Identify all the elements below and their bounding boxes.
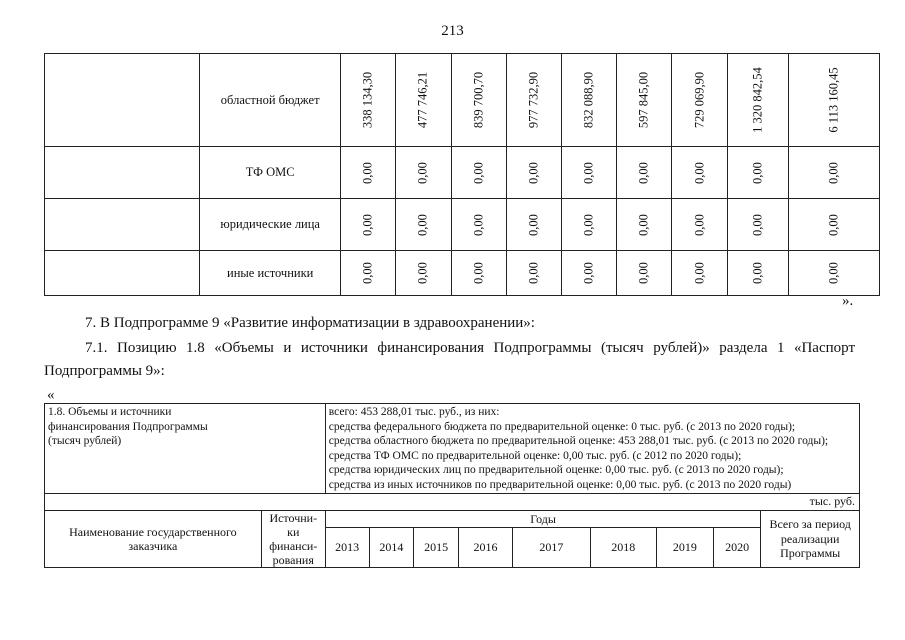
value-text: 0,00 bbox=[826, 213, 841, 236]
value-cell bbox=[506, 54, 561, 147]
value-cell bbox=[727, 251, 789, 296]
value-text: 0,00 bbox=[692, 262, 707, 284]
value-cell bbox=[672, 251, 727, 296]
detail-line: средства ТФ ОМС по предварительной оценке: 0,00 тыс. руб. (с 2012 по 2020 годы); bbox=[328, 449, 742, 462]
customer-header bbox=[45, 511, 262, 568]
value-text: 0,00 bbox=[636, 262, 651, 284]
value-text: 0,00 bbox=[360, 262, 375, 284]
detail-line: всего: 453 288,01 тыс. руб., из них: bbox=[328, 406, 500, 418]
unit-label: тыс. руб. bbox=[45, 494, 860, 511]
value-text: 0,00 bbox=[826, 161, 841, 184]
blank-cell bbox=[45, 147, 200, 199]
value-cell bbox=[506, 251, 561, 296]
value-cell bbox=[672, 199, 727, 251]
year-header: 2017 bbox=[513, 528, 591, 568]
value-cell bbox=[561, 54, 616, 147]
label-line: финансирования Подпрограммы bbox=[48, 420, 208, 433]
source-header-line: рования bbox=[272, 553, 314, 567]
value-cell bbox=[506, 199, 561, 251]
customer-header-line: Наименование государственного bbox=[69, 524, 237, 539]
value-text: 0,00 bbox=[750, 213, 765, 236]
source-header bbox=[261, 511, 325, 568]
value-text: 729 069,90 bbox=[692, 71, 707, 129]
value-text: 0,00 bbox=[750, 161, 765, 184]
value-cell bbox=[561, 199, 616, 251]
value-cell bbox=[396, 251, 451, 296]
passport-label-cell bbox=[45, 404, 326, 494]
value-cell bbox=[451, 251, 506, 296]
blank-cell bbox=[45, 54, 200, 147]
value-cell bbox=[451, 199, 506, 251]
page-number: 213 bbox=[441, 23, 464, 39]
paragraph-7-1-continued: Подпрограммы 9»: bbox=[44, 363, 165, 379]
value-cell bbox=[561, 147, 616, 199]
value-cell bbox=[727, 54, 789, 147]
passport-row bbox=[45, 404, 860, 494]
value-text: 0,00 bbox=[471, 161, 486, 184]
value-cell bbox=[396, 199, 451, 251]
source-cell: областной бюджет bbox=[200, 54, 341, 147]
value-text: 0,00 bbox=[636, 161, 651, 184]
value-cell bbox=[617, 54, 672, 147]
value-cell bbox=[617, 147, 672, 199]
value-text: 0,00 bbox=[581, 161, 596, 184]
value-cell bbox=[789, 251, 880, 296]
table-row bbox=[45, 251, 880, 296]
header-row bbox=[45, 511, 860, 528]
value-cell bbox=[561, 251, 616, 296]
label-line: 1.8. Объемы и источники bbox=[48, 406, 172, 418]
value-text: 0,00 bbox=[415, 213, 430, 236]
funding-table bbox=[44, 53, 880, 296]
value-cell bbox=[617, 251, 672, 296]
source-cell: юридические лица bbox=[200, 199, 341, 251]
value-text: 0,00 bbox=[581, 262, 596, 284]
table-row bbox=[45, 199, 880, 251]
value-cell bbox=[672, 147, 727, 199]
value-text: 839 700,70 bbox=[471, 71, 486, 129]
value-cell bbox=[727, 147, 789, 199]
value-text: 977 732,90 bbox=[526, 71, 541, 129]
value-cell bbox=[789, 54, 880, 147]
year-header: 2016 bbox=[458, 528, 512, 568]
value-text: 832 088,90 bbox=[581, 71, 596, 129]
total-header-line: Программы bbox=[780, 546, 841, 561]
detail-line: средства юридических лиц по предварительной оценке: 0,00 тыс. руб. (с 2013 по 2020 годы); bbox=[328, 464, 784, 476]
total-header-line: реализации bbox=[780, 531, 840, 546]
value-cell bbox=[617, 199, 672, 251]
value-text: 477 746,21 bbox=[415, 71, 430, 129]
value-cell bbox=[341, 199, 396, 251]
passport-table bbox=[44, 403, 860, 568]
table-row bbox=[45, 54, 880, 147]
value-text: 0,00 bbox=[692, 161, 707, 184]
value-cell bbox=[341, 147, 396, 199]
detail-line: средства федерального бюджета по предварительной оценке: 0 тыс. руб. (с 2013 по 2020 годы); bbox=[328, 420, 796, 433]
detail-line: средства областного бюджета по предварительной оценке: 453 288,01 тыс. руб. (с 2013 по 2020 годы); bbox=[328, 435, 829, 447]
passport-detail-cell bbox=[325, 404, 859, 494]
paragraph-7-1: 7.1. Позицию 1.8 «Объемы и источники финансирования Подпрограммы (тысяч рублей)» раздела 1 «Паспорт bbox=[85, 340, 855, 356]
source-cell: ТФ ОМС bbox=[200, 147, 341, 199]
year-header: 2020 bbox=[713, 528, 761, 568]
table-row bbox=[45, 147, 880, 199]
year-header: 2019 bbox=[656, 528, 713, 568]
closing-quote: ». bbox=[842, 293, 854, 309]
source-header-line: Источни- bbox=[269, 511, 318, 525]
value-cell bbox=[341, 251, 396, 296]
value-text: 0,00 bbox=[415, 262, 430, 284]
unit-row bbox=[45, 494, 860, 511]
value-text: 0,00 bbox=[415, 161, 430, 184]
value-text: 0,00 bbox=[692, 213, 707, 236]
year-header: 2015 bbox=[414, 528, 459, 568]
blank-cell bbox=[45, 251, 200, 296]
value-cell bbox=[789, 199, 880, 251]
value-text: 597 845,00 bbox=[636, 71, 651, 129]
source-cell: иные источники bbox=[200, 251, 341, 296]
value-text: 0,00 bbox=[581, 213, 596, 236]
source-header-line: ки bbox=[287, 525, 300, 539]
year-header: 2014 bbox=[369, 528, 414, 568]
value-text: 0,00 bbox=[360, 213, 375, 236]
value-text: 0,00 bbox=[360, 161, 375, 184]
value-text: 0,00 bbox=[526, 213, 541, 236]
value-cell bbox=[341, 54, 396, 147]
customer-header-line: заказчика bbox=[128, 539, 178, 553]
years-header: Годы bbox=[325, 511, 761, 528]
source-header-line: финанси- bbox=[269, 539, 318, 553]
value-cell bbox=[789, 147, 880, 199]
total-header-line: Всего за период bbox=[769, 517, 851, 532]
value-text: 1 320 842,54 bbox=[750, 67, 765, 133]
total-header bbox=[761, 511, 860, 568]
value-text: 0,00 bbox=[826, 262, 841, 284]
value-cell bbox=[451, 147, 506, 199]
value-text: 0,00 bbox=[750, 262, 765, 284]
value-cell bbox=[672, 54, 727, 147]
value-cell bbox=[727, 199, 789, 251]
year-header: 2018 bbox=[590, 528, 656, 568]
value-text: 6 113 160,45 bbox=[826, 67, 841, 133]
value-text: 0,00 bbox=[526, 262, 541, 284]
value-text: 0,00 bbox=[471, 213, 486, 236]
label-line: (тысяч рублей) bbox=[48, 435, 122, 447]
value-text: 0,00 bbox=[636, 213, 651, 236]
blank-cell bbox=[45, 199, 200, 251]
value-text: 0,00 bbox=[471, 262, 486, 284]
value-cell bbox=[396, 147, 451, 199]
value-text: 338 134,30 bbox=[360, 71, 375, 129]
year-header: 2013 bbox=[325, 528, 369, 568]
value-cell bbox=[396, 54, 451, 147]
value-cell bbox=[451, 54, 506, 147]
value-cell bbox=[506, 147, 561, 199]
opening-quote: « bbox=[47, 387, 55, 403]
paragraph-section-7: 7. В Подпрограмме 9 «Развитие информатизации в здравоохранении»: bbox=[85, 315, 535, 331]
detail-line: средства из иных источников по предварительной оценке: 0,00 тыс. руб. (с 2013 по 2020 годы) bbox=[328, 478, 792, 491]
value-text: 0,00 bbox=[526, 161, 541, 184]
